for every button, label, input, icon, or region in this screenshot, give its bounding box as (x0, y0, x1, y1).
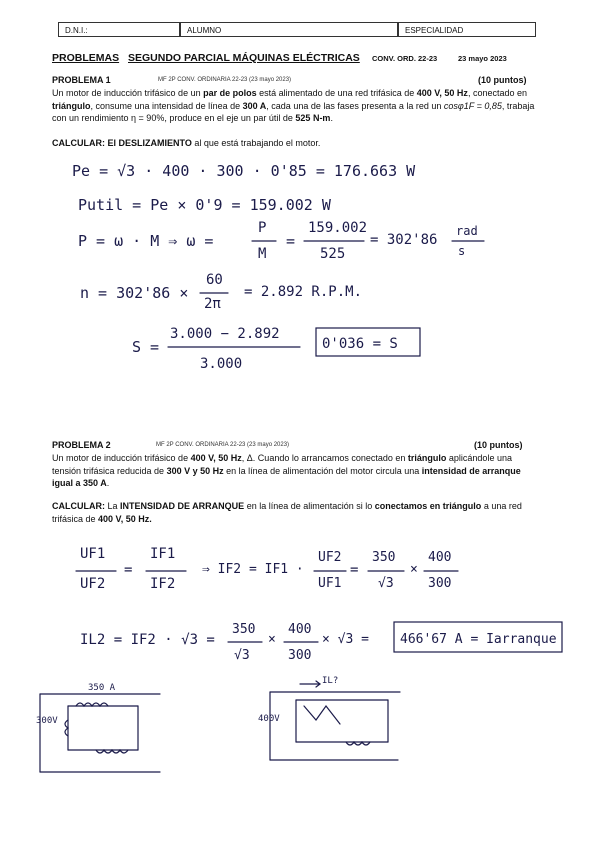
p1-work-line5: S = (132, 338, 160, 356)
problem1-points: (10 puntos) (478, 75, 527, 85)
p2-f4-num: 350 (372, 550, 396, 565)
subject-title: SEGUNDO PARCIAL MÁQUINAS ELÉCTRICAS (128, 52, 360, 64)
problemas-title: PROBLEMAS (52, 52, 120, 64)
p1-frac1-num: P (258, 220, 267, 236)
p2-f2-den: IF2 (150, 576, 176, 592)
p1-frac2-num: 159.002 (308, 220, 368, 236)
p1-eq: = (286, 232, 296, 250)
diagram2-voltage: 400V (258, 714, 280, 724)
p1-rpm-result: = 2.892 R.P.M. (244, 284, 363, 300)
p2-l2-f1-num: 350 (232, 622, 256, 637)
diagram2-current: IL? (322, 676, 339, 686)
problem1-ref: MF 2P CONV. ORDINARIA 22-23 (23 mayo 2023) (158, 77, 292, 83)
convocatoria: CONV. ORD. 22-23 (372, 54, 438, 63)
p1-frac1-den: M (258, 246, 267, 262)
dni-label: D.N.I.: (65, 26, 88, 35)
p2-f3-den: UF1 (318, 576, 342, 591)
p2-line2-b: × √3 = (322, 632, 369, 647)
p1-line5-den: 3.000 (200, 356, 243, 372)
p2-result-box (394, 622, 562, 652)
p2-result: 466'67 A = Iarranque (400, 632, 557, 647)
especialidad-label: ESPECIALIDAD (405, 26, 464, 35)
problem1-calcular: CALCULAR: El DESLIZAMIENTO al que está trabajando el motor. (52, 138, 321, 148)
p1-work-line3: P = ω · M ⇒ ω = (78, 232, 214, 250)
p2-f4-den: √3 (378, 576, 394, 591)
p1-work-line4: n = 302'86 × (80, 284, 189, 302)
problem2-statement: Un motor de inducción trifásico de 400 V, 50 Hz, Δ. Cuando lo arrancamos conectado en triángulo aplicándole una tensión trifásica reducida de 300 V y 50 Hz en la línea de alimentación del motor circula una intensidad de arranque igual a 350 A. (52, 453, 521, 488)
p2-eq1: = (124, 562, 133, 578)
p1-unit-den: s (458, 244, 466, 258)
p1-slip-result: 0'036 = S (322, 336, 398, 352)
p2-f3-num: UF2 (318, 550, 342, 565)
p1-frac2-den: 525 (320, 246, 346, 262)
p2-l2-times: × (268, 632, 276, 647)
problem2-points: (10 puntos) (474, 440, 523, 450)
p2-f2-num: IF1 (150, 546, 176, 562)
p2-f1-den: UF2 (80, 576, 106, 592)
problem1-heading: PROBLEMA 1 (52, 75, 111, 85)
p2-l2-f2-den: 300 (288, 648, 312, 663)
p1-work-line1: Pe = √3 · 400 · 300 · 0'85 = 176.663 W (72, 162, 416, 180)
diagram1-current: 350 A (88, 683, 116, 693)
p1-result-box (316, 328, 420, 356)
diagram1-voltage: 300V (36, 716, 58, 726)
problem1-statement: Un motor de inducción trifásico de un par de polos está alimentado de una red trifásica de 400 V, 50 Hz, conectado en triángulo, consume una intensidad de línea de 300 A, cada una de las fases presenta a la red un cosφ1F = 0,85, trabaja con un rendimiento η = 90%, produce en el eje un par útil de 525 N-m. (52, 88, 535, 123)
p1-unit-num: rad (456, 224, 478, 238)
p2-l2-f1-den: √3 (234, 648, 250, 663)
p1-line4-den: 2π (204, 296, 221, 312)
p2-l2-f2-num: 400 (288, 622, 312, 637)
p1-omega-result: = 302'86 (370, 232, 438, 248)
p1-line4-num: 60 (206, 272, 223, 288)
problem2-heading: PROBLEMA 2 (52, 440, 111, 450)
problem2-ref: MF 2P CONV. ORDINARIA 22-23 (23 mayo 2023) (156, 442, 290, 448)
p2-f5-den: 300 (428, 576, 452, 591)
p2-f5-num: 400 (428, 550, 452, 565)
problem2-calcular: CALCULAR: La INTENSIDAD DE ARRANQUE en la línea de alimentación si lo conectamos en triángulo a una red trifásica de 400 V, 50 Hz. (52, 501, 522, 524)
p2-f1-num: UF1 (80, 546, 106, 562)
p1-line5-num: 3.000 − 2.892 (170, 326, 280, 342)
p2-eq2: = (350, 562, 359, 578)
p2-line2: IL2 = IF2 · √3 = (80, 632, 215, 648)
exam-date: 23 mayo 2023 (458, 54, 507, 63)
p1-work-line2: Putil = Pe × 0'9 = 159.002 W (78, 196, 331, 214)
p2-impl: ⇒ IF2 = IF1 · (202, 562, 304, 577)
alumno-label: ALUMNO (187, 26, 222, 35)
p2-times: × (410, 562, 418, 577)
